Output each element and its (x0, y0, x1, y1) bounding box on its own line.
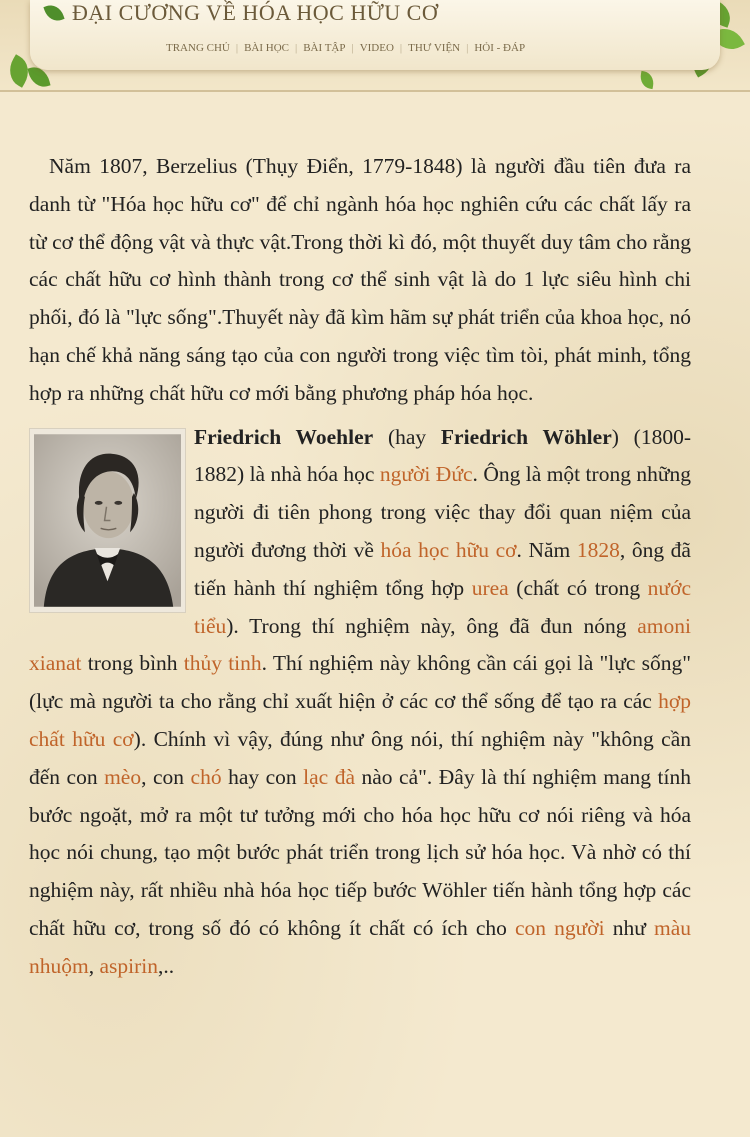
nav-separator: | (295, 42, 298, 54)
text-span: . Thí nghiệm này không cần cái gọi là "lực sống" (lực mà người ta cho rằng chỉ xuất hiện ở các cơ thể sống để tạo ra các (29, 651, 691, 714)
nav-bai-hoc[interactable]: BÀI HỌC (244, 42, 289, 54)
text-span: ). Chính vì vậy, đúng như ông nói, thí nghiệm này "không cần đến con (29, 726, 692, 789)
link-urea[interactable]: urea (471, 575, 509, 600)
nav-thu-vien[interactable]: THƯ VIỆN (408, 42, 461, 54)
text-span: . Ông là một trong những người đi tiên phong trong việc thay đổi quan niệm của người đương thời về (194, 462, 692, 562)
link-meo[interactable]: mèo (104, 764, 142, 789)
text-span: nào cả". Đây là thí nghiệm mang tính bước ngoặt, mở ra một tư tưởng mới cho hóa học hữu cơ nói riêng và hóa học nói chung, tạo một bước phát triển trong lịch sử hóa học. Và nhờ có thí nghiệm này, rất nhiều nhà hóa học tiếp bước Wöhler tiến hành tổng hợp các chất hữu cơ, trong số đó có không ít chất có ích cho (29, 764, 691, 940)
nav-separator: | (466, 42, 469, 54)
article-content (29, 148, 691, 986)
text-span: (hay (373, 424, 441, 449)
link-amoni-xianat[interactable]: amoni xianat (29, 613, 691, 676)
text-span: . Năm (516, 537, 577, 562)
link-mau-nhuom[interactable]: màu nhuộm (29, 915, 691, 978)
person-name: Friedrich Woehler (194, 424, 374, 449)
link-1828[interactable]: 1828 (576, 537, 620, 562)
text-span: hay con (221, 764, 304, 789)
text-span: ) (1800-1882) là nhà hóa học (194, 424, 692, 487)
text-span: , (88, 953, 100, 978)
text-span: (chất có trong (508, 575, 648, 600)
portrait-image (34, 433, 181, 608)
nav-video[interactable]: VIDEO (359, 42, 394, 54)
leaf-decoration-icon (639, 71, 656, 89)
woehler-paragraph (29, 419, 691, 986)
text-span: ,.. (158, 953, 175, 978)
link-con-nguoi[interactable]: con người (514, 915, 605, 940)
text-span: ). Trong thí nghiệm này, ông đã đun nóng (226, 613, 638, 638)
link-cho[interactable]: chó (190, 764, 222, 789)
nav-separator: | (351, 42, 354, 54)
link-nuoc-tieu[interactable]: nước tiểu (194, 575, 691, 638)
nav-bai-tap[interactable]: BÀI TẬP (303, 42, 346, 54)
site-header (0, 0, 750, 92)
nav-separator: | (235, 42, 239, 54)
site-title: ĐẠI CƯƠNG VỀ HÓA HỌC HỮU CƠ (72, 0, 439, 25)
nav-trang-chu[interactable]: TRANG CHỦ (166, 42, 230, 54)
text-span: , con (141, 764, 191, 789)
link-hoa-hoc-huu-co[interactable]: hóa học hữu cơ (380, 537, 517, 562)
link-aspirin[interactable]: aspirin (99, 953, 159, 978)
main-nav (160, 42, 531, 54)
woehler-portrait (29, 428, 186, 613)
intro-paragraph: Năm 1807, Berzelius (Thụy Điển, 1779-1848) là người đầu tiên đưa ra danh từ "Hóa học hữu cơ" để chỉ ngành hóa học nghiên cứu các chất lấy ra từ cơ thể động vật và thực vật.Trong thời kì đó, một thuyết duy tâm cho rằng các chất hữu cơ hình thành trong cơ thể sinh vật là do 1 lực siêu hình chi phối, đó là "lực sống".Thuyết này đã kìm hãm sự phát triển của khoa học, nó hạn chế khả năng sáng tạo của con người trong việc tìm tòi, phát minh, tổng hợp ra những chất hữu cơ mới bằng phương pháp hóa học. (29, 154, 691, 405)
nav-hoi-dap[interactable]: HỎI - ĐÁP (474, 42, 526, 54)
nav-separator: | (399, 42, 403, 54)
link-lac-da[interactable]: lạc đà (303, 764, 356, 789)
text-span: trong bình (81, 651, 184, 676)
text-span: , ông đã tiến hành thí nghiệm tổng hợp (194, 537, 691, 600)
link-thuy-tinh[interactable]: thủy tinh (183, 651, 262, 676)
link-hop-chat-huu-co[interactable]: hợp chất hữu cơ (29, 689, 691, 751)
person-name-alt: Friedrich Wöhler (440, 424, 612, 449)
text-span: như (604, 915, 654, 940)
link-nguoi-duc[interactable]: người Đức (379, 462, 473, 487)
